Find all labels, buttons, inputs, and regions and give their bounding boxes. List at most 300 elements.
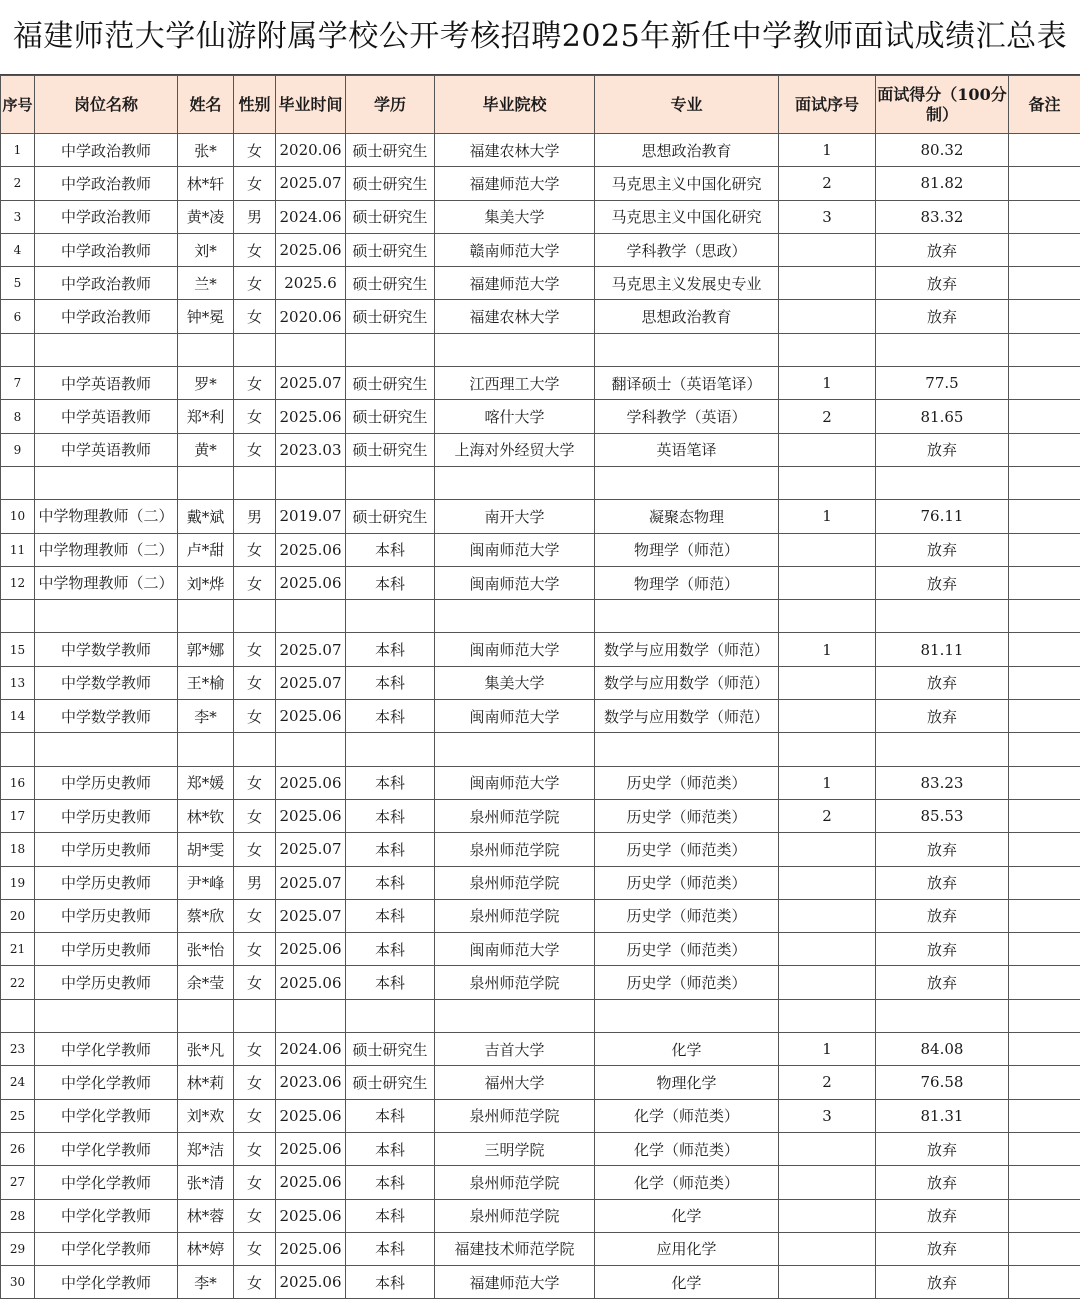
cell-grad-time: 2025.07 xyxy=(276,167,346,200)
cell-major: 学科教学（思政） xyxy=(595,233,779,266)
cell-education: 本科 xyxy=(346,700,435,733)
cell-score: 放弃 xyxy=(876,966,1009,999)
cell-interview-no: 1 xyxy=(779,766,876,799)
cell-major: 历史学（师范类） xyxy=(595,833,779,866)
cell-gender: 女 xyxy=(234,300,276,333)
cell-position: 中学历史教师 xyxy=(35,833,178,866)
table-row xyxy=(1,1199,1080,1232)
cell-score: 76.11 xyxy=(876,500,1009,533)
cell-position: 中学政治教师 xyxy=(35,300,178,333)
cell-position: 中学政治教师 xyxy=(35,167,178,200)
cell-position: 中学英语教师 xyxy=(35,367,178,400)
cell-gender: 女 xyxy=(234,933,276,966)
cell-major: 数学与应用数学（师范） xyxy=(595,633,779,666)
cell-seq: 30 xyxy=(1,1266,35,1299)
cell-seq: 5 xyxy=(1,267,35,300)
table-row xyxy=(1,799,1080,832)
cell-interview-no xyxy=(779,833,876,866)
cell-school: 喀什大学 xyxy=(435,400,595,433)
cell-school: 福建师范大学 xyxy=(435,267,595,300)
cell-position: 中学化学教师 xyxy=(35,1166,178,1199)
cell-position: 中学化学教师 xyxy=(35,1266,178,1299)
cell-grad-time: 2025.07 xyxy=(276,899,346,932)
cell-school: 福建技术师范学院 xyxy=(435,1232,595,1265)
cell-interview-no: 3 xyxy=(779,200,876,233)
cell-remark xyxy=(1009,400,1080,433)
cell-school: 赣南师范大学 xyxy=(435,233,595,266)
cell-score: 83.23 xyxy=(876,766,1009,799)
cell-name: 张*凡 xyxy=(178,1033,234,1066)
cell-score xyxy=(876,600,1009,633)
cell-seq xyxy=(1,733,35,766)
cell-name: 胡*雯 xyxy=(178,833,234,866)
cell-school: 福建农林大学 xyxy=(435,134,595,167)
cell-grad-time: 2025.06 xyxy=(276,799,346,832)
cell-position: 中学化学教师 xyxy=(35,1199,178,1232)
cell-name: 郑*洁 xyxy=(178,1132,234,1165)
cell-gender xyxy=(234,600,276,633)
cell-name xyxy=(178,333,234,366)
cell-name: 刘*烨 xyxy=(178,566,234,599)
cell-grad-time: 2025.06 xyxy=(276,1132,346,1165)
cell-interview-no: 1 xyxy=(779,134,876,167)
cell-grad-time xyxy=(276,600,346,633)
cell-remark xyxy=(1009,466,1080,499)
cell-position: 中学历史教师 xyxy=(35,866,178,899)
cell-grad-time xyxy=(276,733,346,766)
cell-position: 中学英语教师 xyxy=(35,400,178,433)
table-row xyxy=(1,433,1080,466)
cell-seq xyxy=(1,999,35,1032)
cell-major: 物理化学 xyxy=(595,1066,779,1099)
cell-major: 物理学（师范） xyxy=(595,533,779,566)
table-row xyxy=(1,500,1080,533)
cell-name: 张*怡 xyxy=(178,933,234,966)
table-row xyxy=(1,766,1080,799)
cell-grad-time: 2025.6 xyxy=(276,267,346,300)
cell-interview-no: 1 xyxy=(779,500,876,533)
cell-major: 数学与应用数学（师范） xyxy=(595,666,779,699)
cell-school: 福建农林大学 xyxy=(435,300,595,333)
cell-education: 硕士研究生 xyxy=(346,233,435,266)
cell-major: 历史学（师范类） xyxy=(595,866,779,899)
cell-grad-time: 2025.06 xyxy=(276,1232,346,1265)
cell-position: 中学政治教师 xyxy=(35,134,178,167)
cell-interview-no xyxy=(779,666,876,699)
cell-major: 数学与应用数学（师范） xyxy=(595,700,779,733)
cell-school xyxy=(435,999,595,1032)
cell-gender: 女 xyxy=(234,433,276,466)
cell-school: 江西理工大学 xyxy=(435,367,595,400)
cell-school: 泉州师范学院 xyxy=(435,966,595,999)
cell-position: 中学历史教师 xyxy=(35,966,178,999)
cell-position: 中学化学教师 xyxy=(35,1132,178,1165)
cell-score xyxy=(876,733,1009,766)
cell-school: 南开大学 xyxy=(435,500,595,533)
cell-gender: 女 xyxy=(234,566,276,599)
cell-grad-time: 2025.06 xyxy=(276,700,346,733)
cell-seq: 18 xyxy=(1,833,35,866)
cell-major: 历史学（师范类） xyxy=(595,933,779,966)
cell-position: 中学物理教师（二） xyxy=(35,566,178,599)
cell-seq: 11 xyxy=(1,533,35,566)
cell-major: 化学（师范类） xyxy=(595,1132,779,1165)
cell-name: 刘* xyxy=(178,233,234,266)
cell-name: 尹*峰 xyxy=(178,866,234,899)
cell-position: 中学化学教师 xyxy=(35,1033,178,1066)
cell-education: 硕士研究生 xyxy=(346,167,435,200)
cell-gender: 女 xyxy=(234,267,276,300)
header-name: 姓名 xyxy=(178,76,234,134)
cell-remark xyxy=(1009,500,1080,533)
cell-interview-no xyxy=(779,566,876,599)
cell-school: 上海对外经贸大学 xyxy=(435,433,595,466)
cell-position: 中学数学教师 xyxy=(35,666,178,699)
cell-remark xyxy=(1009,733,1080,766)
header-grad-time: 毕业时间 xyxy=(276,76,346,134)
cell-major: 历史学（师范类） xyxy=(595,766,779,799)
cell-seq: 6 xyxy=(1,300,35,333)
cell-education: 本科 xyxy=(346,766,435,799)
cell-education: 硕士研究生 xyxy=(346,367,435,400)
cell-gender xyxy=(234,333,276,366)
cell-education xyxy=(346,600,435,633)
blank-row xyxy=(1,733,1080,766)
cell-grad-time: 2025.07 xyxy=(276,666,346,699)
cell-gender: 男 xyxy=(234,866,276,899)
cell-major: 马克思主义中国化研究 xyxy=(595,200,779,233)
cell-score: 放弃 xyxy=(876,1166,1009,1199)
header-row xyxy=(1,76,1080,134)
cell-seq: 21 xyxy=(1,933,35,966)
cell-gender: 女 xyxy=(234,666,276,699)
table-row xyxy=(1,267,1080,300)
cell-position: 中学历史教师 xyxy=(35,933,178,966)
cell-gender: 女 xyxy=(234,1132,276,1165)
cell-interview-no xyxy=(779,1166,876,1199)
table-row xyxy=(1,1266,1080,1299)
cell-education xyxy=(346,333,435,366)
table-row xyxy=(1,233,1080,266)
cell-remark xyxy=(1009,899,1080,932)
cell-seq xyxy=(1,600,35,633)
cell-position: 中学政治教师 xyxy=(35,200,178,233)
cell-name: 钟*冕 xyxy=(178,300,234,333)
header-gender: 性别 xyxy=(234,76,276,134)
cell-position: 中学历史教师 xyxy=(35,799,178,832)
cell-major: 化学 xyxy=(595,1266,779,1299)
table-row xyxy=(1,966,1080,999)
table-row xyxy=(1,300,1080,333)
cell-school: 闽南师范大学 xyxy=(435,533,595,566)
table-row xyxy=(1,1099,1080,1132)
table-row xyxy=(1,1232,1080,1265)
cell-grad-time: 2025.06 xyxy=(276,1099,346,1132)
cell-gender: 女 xyxy=(234,1166,276,1199)
cell-remark xyxy=(1009,999,1080,1032)
cell-major xyxy=(595,333,779,366)
cell-school: 吉首大学 xyxy=(435,1033,595,1066)
cell-major: 翻译硕士（英语笔译） xyxy=(595,367,779,400)
cell-name: 刘*欢 xyxy=(178,1099,234,1132)
cell-grad-time: 2025.06 xyxy=(276,966,346,999)
cell-grad-time: 2023.06 xyxy=(276,1066,346,1099)
cell-major: 马克思主义中国化研究 xyxy=(595,167,779,200)
cell-school xyxy=(435,466,595,499)
cell-remark xyxy=(1009,700,1080,733)
cell-interview-no: 2 xyxy=(779,1066,876,1099)
cell-seq: 17 xyxy=(1,799,35,832)
cell-remark xyxy=(1009,833,1080,866)
cell-school: 闽南师范大学 xyxy=(435,766,595,799)
cell-education xyxy=(346,999,435,1032)
cell-name: 罗* xyxy=(178,367,234,400)
cell-school: 泉州师范学院 xyxy=(435,833,595,866)
cell-interview-no xyxy=(779,533,876,566)
cell-school: 闽南师范大学 xyxy=(435,933,595,966)
blank-row xyxy=(1,333,1080,366)
cell-name xyxy=(178,999,234,1032)
cell-name xyxy=(178,600,234,633)
cell-score xyxy=(876,333,1009,366)
cell-seq: 14 xyxy=(1,700,35,733)
cell-seq: 1 xyxy=(1,134,35,167)
table-row xyxy=(1,666,1080,699)
table-row xyxy=(1,1132,1080,1165)
cell-seq xyxy=(1,333,35,366)
cell-seq: 29 xyxy=(1,1232,35,1265)
cell-interview-no: 2 xyxy=(779,167,876,200)
page-title: 福建师范大学仙游附属学校公开考核招聘2025年新任中学教师面试成绩汇总表 xyxy=(0,0,1080,75)
cell-score: 放弃 xyxy=(876,1132,1009,1165)
cell-score: 放弃 xyxy=(876,533,1009,566)
cell-grad-time xyxy=(276,333,346,366)
cell-grad-time: 2024.06 xyxy=(276,200,346,233)
cell-score xyxy=(876,999,1009,1032)
cell-seq: 24 xyxy=(1,1066,35,1099)
cell-remark xyxy=(1009,966,1080,999)
cell-major: 学科教学（英语） xyxy=(595,400,779,433)
cell-school xyxy=(435,600,595,633)
cell-remark xyxy=(1009,633,1080,666)
cell-interview-no xyxy=(779,866,876,899)
cell-major: 思想政治教育 xyxy=(595,300,779,333)
cell-gender: 女 xyxy=(234,400,276,433)
cell-name: 黄*凌 xyxy=(178,200,234,233)
cell-interview-no xyxy=(779,233,876,266)
cell-position xyxy=(35,733,178,766)
cell-grad-time: 2025.07 xyxy=(276,633,346,666)
cell-remark xyxy=(1009,766,1080,799)
cell-education: 硕士研究生 xyxy=(346,134,435,167)
cell-score: 80.32 xyxy=(876,134,1009,167)
cell-school: 集美大学 xyxy=(435,200,595,233)
cell-major: 凝聚态物理 xyxy=(595,500,779,533)
cell-score xyxy=(876,466,1009,499)
cell-school: 闽南师范大学 xyxy=(435,566,595,599)
cell-interview-no xyxy=(779,600,876,633)
cell-score: 放弃 xyxy=(876,866,1009,899)
cell-school: 闽南师范大学 xyxy=(435,633,595,666)
cell-gender: 男 xyxy=(234,500,276,533)
cell-score: 81.82 xyxy=(876,167,1009,200)
cell-education: 本科 xyxy=(346,933,435,966)
cell-grad-time: 2025.07 xyxy=(276,833,346,866)
cell-education: 本科 xyxy=(346,833,435,866)
cell-position: 中学政治教师 xyxy=(35,267,178,300)
cell-gender xyxy=(234,466,276,499)
cell-gender: 男 xyxy=(234,200,276,233)
cell-seq: 4 xyxy=(1,233,35,266)
cell-education: 本科 xyxy=(346,533,435,566)
cell-education: 本科 xyxy=(346,1132,435,1165)
cell-seq: 28 xyxy=(1,1199,35,1232)
cell-remark xyxy=(1009,1232,1080,1265)
cell-interview-no xyxy=(779,267,876,300)
cell-interview-no: 1 xyxy=(779,367,876,400)
cell-position: 中学历史教师 xyxy=(35,766,178,799)
cell-remark xyxy=(1009,233,1080,266)
cell-major: 历史学（师范类） xyxy=(595,799,779,832)
cell-remark xyxy=(1009,1033,1080,1066)
cell-name: 张* xyxy=(178,134,234,167)
cell-seq: 7 xyxy=(1,367,35,400)
cell-score: 放弃 xyxy=(876,1199,1009,1232)
table-row xyxy=(1,633,1080,666)
cell-score: 放弃 xyxy=(876,267,1009,300)
cell-major: 化学（师范类） xyxy=(595,1099,779,1132)
cell-school: 泉州师范学院 xyxy=(435,1166,595,1199)
cell-remark xyxy=(1009,933,1080,966)
cell-score: 76.58 xyxy=(876,1066,1009,1099)
cell-education xyxy=(346,466,435,499)
cell-interview-no xyxy=(779,1232,876,1265)
cell-major: 历史学（师范类） xyxy=(595,899,779,932)
cell-remark xyxy=(1009,367,1080,400)
cell-education: 硕士研究生 xyxy=(346,400,435,433)
table-row xyxy=(1,200,1080,233)
cell-gender: 女 xyxy=(234,899,276,932)
cell-education: 本科 xyxy=(346,866,435,899)
cell-remark xyxy=(1009,1099,1080,1132)
cell-school: 福建师范大学 xyxy=(435,167,595,200)
cell-position: 中学化学教师 xyxy=(35,1066,178,1099)
cell-score: 放弃 xyxy=(876,833,1009,866)
cell-remark xyxy=(1009,600,1080,633)
cell-major: 英语笔译 xyxy=(595,433,779,466)
cell-seq: 15 xyxy=(1,633,35,666)
cell-position: 中学化学教师 xyxy=(35,1099,178,1132)
cell-score: 77.5 xyxy=(876,367,1009,400)
cell-score: 81.65 xyxy=(876,400,1009,433)
table-row xyxy=(1,1166,1080,1199)
cell-position xyxy=(35,466,178,499)
cell-remark xyxy=(1009,566,1080,599)
cell-interview-no: 1 xyxy=(779,1033,876,1066)
cell-interview-no: 2 xyxy=(779,400,876,433)
cell-education: 硕士研究生 xyxy=(346,500,435,533)
cell-gender: 女 xyxy=(234,966,276,999)
cell-interview-no xyxy=(779,1132,876,1165)
cell-major: 化学 xyxy=(595,1199,779,1232)
cell-seq: 10 xyxy=(1,500,35,533)
cell-score: 放弃 xyxy=(876,700,1009,733)
cell-major: 马克思主义发展史专业 xyxy=(595,267,779,300)
cell-name: 林*婷 xyxy=(178,1232,234,1265)
cell-position: 中学政治教师 xyxy=(35,233,178,266)
blank-row xyxy=(1,600,1080,633)
header-interview-no: 面试序号 xyxy=(779,76,876,134)
cell-major: 物理学（师范） xyxy=(595,566,779,599)
table-body xyxy=(1,134,1080,1299)
cell-position: 中学物理教师（二） xyxy=(35,533,178,566)
cell-education: 硕士研究生 xyxy=(346,300,435,333)
cell-gender: 女 xyxy=(234,1232,276,1265)
cell-education: 本科 xyxy=(346,633,435,666)
cell-education: 本科 xyxy=(346,1266,435,1299)
cell-seq: 13 xyxy=(1,666,35,699)
results-table xyxy=(0,75,1080,1299)
cell-name xyxy=(178,466,234,499)
header-education: 学历 xyxy=(346,76,435,134)
cell-grad-time: 2025.07 xyxy=(276,866,346,899)
cell-school: 泉州师范学院 xyxy=(435,1099,595,1132)
cell-education: 本科 xyxy=(346,799,435,832)
cell-interview-no xyxy=(779,466,876,499)
cell-grad-time: 2025.06 xyxy=(276,933,346,966)
cell-grad-time: 2025.06 xyxy=(276,566,346,599)
table-row xyxy=(1,833,1080,866)
cell-school: 泉州师范学院 xyxy=(435,899,595,932)
cell-gender: 女 xyxy=(234,1099,276,1132)
cell-education: 硕士研究生 xyxy=(346,1033,435,1066)
cell-remark xyxy=(1009,333,1080,366)
cell-gender: 女 xyxy=(234,533,276,566)
cell-remark xyxy=(1009,267,1080,300)
table-row xyxy=(1,700,1080,733)
cell-education xyxy=(346,733,435,766)
cell-gender: 女 xyxy=(234,1266,276,1299)
cell-remark xyxy=(1009,1266,1080,1299)
cell-grad-time: 2025.06 xyxy=(276,1266,346,1299)
cell-education: 硕士研究生 xyxy=(346,200,435,233)
cell-education: 本科 xyxy=(346,566,435,599)
cell-grad-time: 2023.03 xyxy=(276,433,346,466)
cell-seq: 22 xyxy=(1,966,35,999)
cell-remark xyxy=(1009,1132,1080,1165)
cell-grad-time: 2025.06 xyxy=(276,766,346,799)
cell-gender: 女 xyxy=(234,766,276,799)
cell-gender: 女 xyxy=(234,1199,276,1232)
cell-education: 本科 xyxy=(346,966,435,999)
table-row xyxy=(1,933,1080,966)
cell-school: 福建师范大学 xyxy=(435,1266,595,1299)
table-row xyxy=(1,400,1080,433)
cell-education: 本科 xyxy=(346,1099,435,1132)
cell-gender: 女 xyxy=(234,700,276,733)
cell-education: 本科 xyxy=(346,899,435,932)
cell-remark xyxy=(1009,866,1080,899)
cell-gender: 女 xyxy=(234,833,276,866)
cell-education: 本科 xyxy=(346,666,435,699)
cell-remark xyxy=(1009,533,1080,566)
cell-name: 林*钦 xyxy=(178,799,234,832)
cell-seq: 8 xyxy=(1,400,35,433)
cell-name: 林*莉 xyxy=(178,1066,234,1099)
cell-gender: 女 xyxy=(234,367,276,400)
cell-gender: 女 xyxy=(234,134,276,167)
table-row xyxy=(1,167,1080,200)
